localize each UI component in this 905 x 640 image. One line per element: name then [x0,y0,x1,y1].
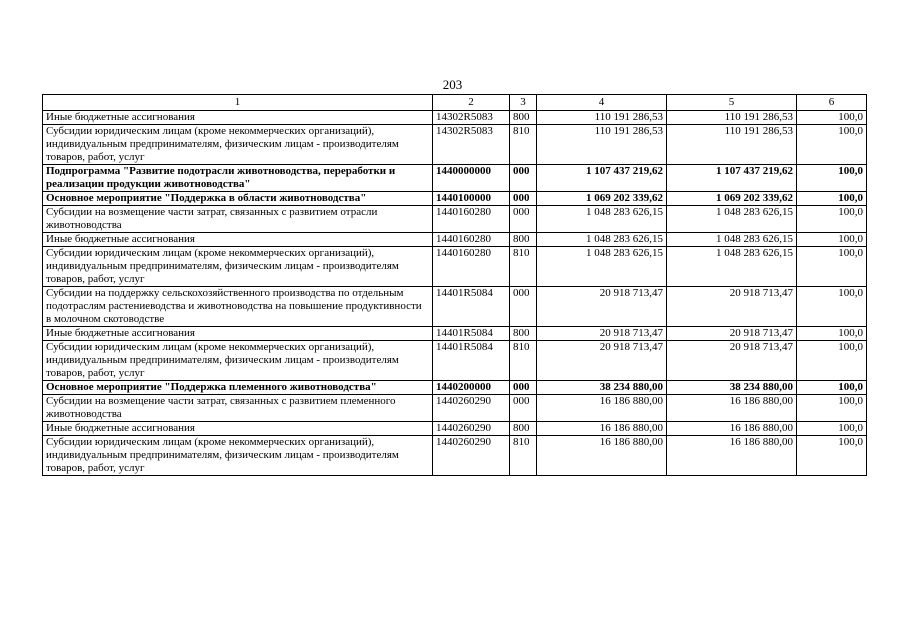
row-name: Субсидии юридическим лицам (кроме некоммерческих организаций), индивидуальным предпринимателям, физическим лицам - производителям товаров, работ, услуг [43,247,433,287]
row-value-planned: 1 048 283 626,15 [537,206,667,233]
header-col-4: 4 [537,95,667,111]
row-type: 800 [510,233,537,247]
row-value-executed: 16 186 880,00 [667,395,797,422]
row-name: Основное мероприятие "Поддержка в области животноводства" [43,192,433,206]
table-row [43,287,867,327]
row-percent: 100,0 [797,125,867,165]
row-value-planned: 1 048 283 626,15 [537,233,667,247]
row-percent: 100,0 [797,233,867,247]
row-code: 1440160280 [433,206,510,233]
header-col-6: 6 [797,95,867,111]
row-type: 000 [510,395,537,422]
row-percent: 100,0 [797,395,867,422]
row-type: 000 [510,192,537,206]
header-row [43,95,867,111]
budget-table [42,94,867,476]
table-row [43,436,867,476]
table-row [43,125,867,165]
row-code: 14302R5083 [433,125,510,165]
row-type: 000 [510,206,537,233]
row-value-executed: 1 048 283 626,15 [667,233,797,247]
row-percent: 100,0 [797,327,867,341]
row-value-planned: 1 048 283 626,15 [537,247,667,287]
row-value-executed: 20 918 713,47 [667,341,797,381]
row-value-executed: 16 186 880,00 [667,436,797,476]
row-percent: 100,0 [797,192,867,206]
row-code: 14401R5084 [433,287,510,327]
row-code: 1440260290 [433,395,510,422]
row-name: Субсидии на возмещение части затрат, связанных с развитием племенного животноводства [43,395,433,422]
row-percent: 100,0 [797,341,867,381]
row-type: 000 [510,287,537,327]
table-row [43,247,867,287]
row-value-executed: 1 048 283 626,15 [667,206,797,233]
row-value-planned: 1 107 437 219,62 [537,165,667,192]
row-value-planned: 1 069 202 339,62 [537,192,667,206]
row-name: Субсидии на поддержку сельскохозяйственного производства по отдельным подотраслям растениеводства и животноводства на повышение продуктивности в молочном скотоводстве [43,287,433,327]
row-code: 1440260290 [433,422,510,436]
row-percent: 100,0 [797,111,867,125]
table-row [43,422,867,436]
header-col-5: 5 [667,95,797,111]
row-value-executed: 110 191 286,53 [667,125,797,165]
table-row [43,381,867,395]
row-percent: 100,0 [797,381,867,395]
row-value-planned: 20 918 713,47 [537,341,667,381]
row-name: Иные бюджетные ассигнования [43,233,433,247]
row-value-executed: 1 069 202 339,62 [667,192,797,206]
row-value-executed: 1 048 283 626,15 [667,247,797,287]
row-type: 810 [510,341,537,381]
row-code: 1440160280 [433,233,510,247]
row-value-planned: 16 186 880,00 [537,422,667,436]
row-value-planned: 16 186 880,00 [537,395,667,422]
row-name: Подпрограмма "Развитие подотрасли животноводства, переработки и реализации продукции животноводства" [43,165,433,192]
row-type: 000 [510,381,537,395]
row-value-executed: 1 107 437 219,62 [667,165,797,192]
table-row [43,111,867,125]
row-name: Субсидии юридическим лицам (кроме некоммерческих организаций), индивидуальным предпринимателям, физическим лицам - производителям товаров, работ, услуг [43,436,433,476]
row-code: 1440000000 [433,165,510,192]
row-code: 1440160280 [433,247,510,287]
row-type: 810 [510,125,537,165]
header-col-3: 3 [510,95,537,111]
page-number: 203 [442,77,463,92]
row-name: Основное мероприятие "Поддержка племенного животноводства" [43,381,433,395]
row-code: 1440200000 [433,381,510,395]
row-code: 14401R5084 [433,341,510,381]
row-value-executed: 20 918 713,47 [667,327,797,341]
row-name: Иные бюджетные ассигнования [43,422,433,436]
row-percent: 100,0 [797,206,867,233]
row-type: 800 [510,327,537,341]
row-type: 800 [510,111,537,125]
row-value-executed: 110 191 286,53 [667,111,797,125]
table-row [43,327,867,341]
header-col-2: 2 [433,95,510,111]
row-value-planned: 16 186 880,00 [537,436,667,476]
row-name: Иные бюджетные ассигнования [43,111,433,125]
header-col-1: 1 [43,95,433,111]
table-row [43,192,867,206]
row-type: 800 [510,422,537,436]
row-value-executed: 38 234 880,00 [667,381,797,395]
row-code: 14302R5083 [433,111,510,125]
table-row [43,395,867,422]
table-row [43,165,867,192]
table-row [43,341,867,381]
table-row [43,233,867,247]
row-value-planned: 110 191 286,53 [537,125,667,165]
row-percent: 100,0 [797,436,867,476]
row-percent: 100,0 [797,247,867,287]
row-percent: 100,0 [797,287,867,327]
row-value-executed: 20 918 713,47 [667,287,797,327]
row-type: 810 [510,436,537,476]
row-value-planned: 110 191 286,53 [537,111,667,125]
row-code: 14401R5084 [433,327,510,341]
row-name: Субсидии юридическим лицам (кроме некоммерческих организаций), индивидуальным предпринимателям, физическим лицам - производителям товаров, работ, услуг [43,341,433,381]
row-percent: 100,0 [797,422,867,436]
row-type: 810 [510,247,537,287]
row-name: Субсидии на возмещение части затрат, связанных с развитием отрасли животноводства [43,206,433,233]
table-row [43,206,867,233]
row-value-planned: 20 918 713,47 [537,327,667,341]
row-value-planned: 38 234 880,00 [537,381,667,395]
row-value-executed: 16 186 880,00 [667,422,797,436]
row-value-planned: 20 918 713,47 [537,287,667,327]
row-name: Субсидии юридическим лицам (кроме некоммерческих организаций), индивидуальным предпринимателям, физическим лицам - производителям товаров, работ, услуг [43,125,433,165]
row-code: 1440260290 [433,436,510,476]
row-type: 000 [510,165,537,192]
row-code: 1440100000 [433,192,510,206]
row-name: Иные бюджетные ассигнования [43,327,433,341]
row-percent: 100,0 [797,165,867,192]
